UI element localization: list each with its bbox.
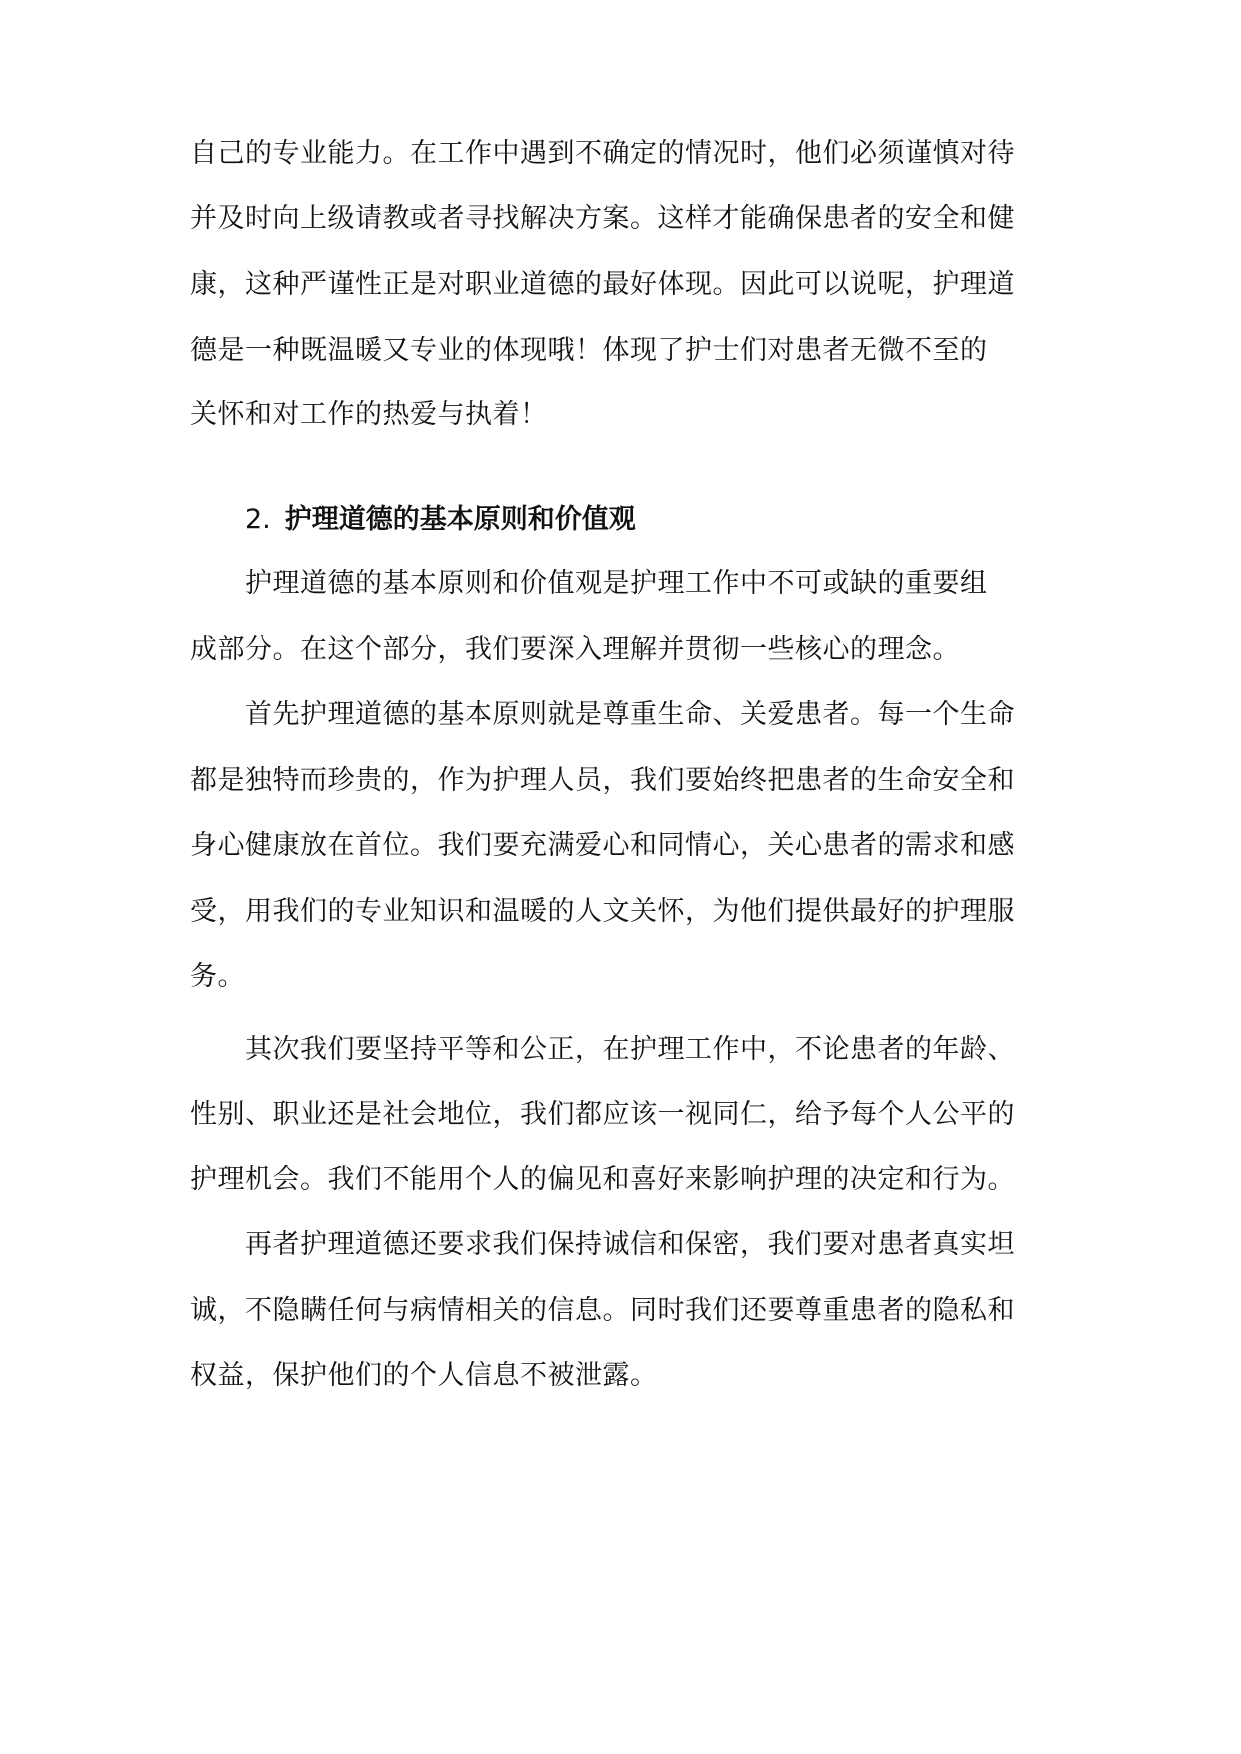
text-line: 成部分。在这个部分，我们要深入理解并贯彻一些核心的理念。 (190, 634, 960, 665)
text-line: 关怀和对工作的热爱与执着！ (190, 399, 548, 430)
text-line: 受，用我们的专业知识和温暖的人文关怀，为他们提供最好的护理服 (190, 896, 1015, 927)
text-line: 护理机会。我们不能用个人的偏见和喜好来影响护理的决定和行为。 (190, 1164, 1015, 1195)
text-line: 自己的专业能力。在工作中遇到不确定的情况时，他们必须谨慎对待 (190, 138, 1015, 169)
text-line: 权益，保护他们的个人信息不被泄露。 (190, 1360, 658, 1391)
text-line: 再者护理道德还要求我们保持诚信和保密，我们要对患者真实坦 (245, 1229, 1015, 1260)
section-title: 护理道德的基本原则和价值观 (284, 504, 636, 535)
text-line: 性别、职业还是社会地位，我们都应该一视同仁，给予每个人公平的 (190, 1099, 1015, 1130)
text-line: 首先护理道德的基本原则就是尊重生命、关爱患者。每一个生命 (245, 699, 1015, 730)
text-line: 其次我们要坚持平等和公正，在护理工作中，不论患者的年龄、 (245, 1034, 1015, 1065)
text-line: 护理道德的基本原则和价值观是护理工作中不可或缺的重要组 (245, 568, 988, 599)
text-line: 并及时向上级请教或者寻找解决方案。这样才能确保患者的安全和健 (190, 203, 1015, 234)
text-line: 德是一种既温暖又专业的体现哦！体现了护士们对患者无微不至的 (190, 335, 988, 366)
text-line: 身心健康放在首位。我们要充满爱心和同情心，关心患者的需求和感 (190, 830, 1015, 861)
text-line: 务。 (190, 961, 245, 992)
text-line: 康，这种严谨性正是对职业道德的最好体现。因此可以说呢，护理道 (190, 269, 1015, 300)
section-number: 2. (245, 504, 271, 535)
text-line: 诚，不隐瞒任何与病情相关的信息。同时我们还要尊重患者的隐私和 (190, 1295, 1015, 1326)
text-line: 都是独特而珍贵的，作为护理人员，我们要始终把患者的生命安全和 (190, 765, 1015, 796)
section-heading (245, 503, 636, 537)
